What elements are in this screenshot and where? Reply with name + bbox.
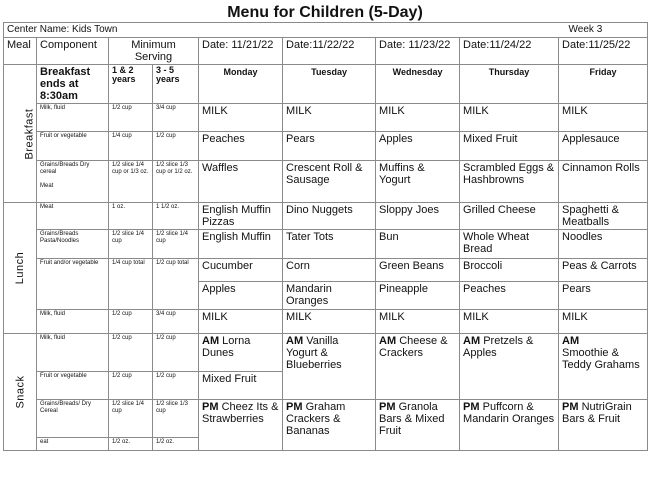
menu-cell: MILK — [199, 104, 283, 132]
am-tag: AM — [562, 335, 580, 347]
menu-cell: MILK — [199, 310, 283, 334]
table-row — [4, 310, 648, 334]
menu-cell — [283, 334, 376, 400]
snack-text: Puffcorn & Mandarin Oranges — [463, 401, 555, 425]
menu-cell: Whole Wheat Bread — [460, 230, 559, 259]
snack-text: Lorna Dunes — [202, 335, 251, 359]
component-cell: Milk, fluid — [37, 334, 109, 372]
table-row — [4, 203, 648, 230]
component-cell: Fruit or vegetable — [37, 372, 109, 400]
menu-cell — [460, 334, 559, 400]
serving-cell: 1/2 slice 1/4 cup — [153, 230, 199, 259]
am-tag: AM — [286, 335, 304, 347]
day-header: Friday — [559, 65, 648, 104]
component-cell: eat — [37, 438, 109, 451]
table-row — [4, 259, 648, 282]
date-header: Date:11/25/22 — [559, 38, 648, 65]
serving-cell: 1/2 slice 1/3 cup or 1/2 oz. — [153, 161, 199, 203]
page-title: Menu for Children (5-Day) — [227, 4, 423, 21]
menu-cell: Mixed Fruit — [199, 372, 283, 400]
menu-cell: Dino Nuggets — [283, 203, 376, 230]
table-row — [4, 132, 648, 161]
menu-cell: Pineapple — [376, 282, 460, 310]
serving-cell: 1/2 cup — [109, 334, 153, 372]
pm-tag: PM — [286, 401, 303, 413]
menu-cell: Waffles — [199, 161, 283, 203]
day-header: Monday — [199, 65, 283, 104]
age-group-header: 3 - 5 years — [153, 65, 199, 104]
menu-cell: MILK — [283, 104, 376, 132]
serving-cell: 1/2 slice 1/4 cup — [109, 230, 153, 259]
menu-cell: Scrambled Eggs & Hashbrowns — [460, 161, 559, 203]
menu-cell: Broccoli — [460, 259, 559, 282]
snack-text: Cheez Its & Strawberries — [202, 401, 279, 425]
menu-cell: English Muffin Pizzas — [199, 203, 283, 230]
menu-cell: MILK — [460, 104, 559, 132]
serving-cell: 1 1/2 oz. — [153, 203, 199, 230]
meal-header: Meal — [4, 38, 37, 65]
component-cell: Milk, fluid — [37, 310, 109, 334]
serving-cell: 1/2 cup — [109, 104, 153, 132]
snack-text: Granola Bars & Mixed Fruit — [379, 401, 445, 437]
serving-cell: 1/2 oz. — [153, 438, 199, 451]
serving-cell: 1/2 cup — [109, 310, 153, 334]
menu-cell: Noodles — [559, 230, 648, 259]
menu-cell: Spaghetti & Meatballs — [559, 203, 648, 230]
table-row — [4, 400, 648, 438]
menu-table — [3, 22, 648, 451]
menu-cell: Peaches — [199, 132, 283, 161]
menu-cell: Cucumber — [199, 259, 283, 282]
serving-cell: 1/2 oz. — [109, 438, 153, 451]
component-cell: Fruit and/or vegetable — [37, 259, 109, 310]
pm-tag: PM — [562, 401, 579, 413]
menu-cell: Tater Tots — [283, 230, 376, 259]
serving-cell: 1/2 cup — [153, 372, 199, 400]
snack-text: Cheese & Crackers — [379, 335, 448, 359]
table-row — [4, 230, 648, 259]
meal-label-lunch: Lunch — [4, 203, 37, 334]
menu-cell: MILK — [559, 104, 648, 132]
snack-text: Vanilla Yogurt & Blueberries — [286, 335, 342, 371]
menu-cell — [376, 400, 460, 451]
menu-cell — [460, 400, 559, 451]
serving-cell: 1/2 slice 1/4 cup — [109, 400, 153, 438]
day-header: Tuesday — [283, 65, 376, 104]
am-tag: AM — [463, 335, 481, 347]
component-cell: Milk, fluid — [37, 104, 109, 132]
menu-cell — [199, 334, 283, 372]
date-header: Date:11/22/22 — [283, 38, 376, 65]
snack-text: NutriGrain Bars & Fruit — [562, 401, 632, 425]
menu-cell: MILK — [460, 310, 559, 334]
serving-cell: 1/2 slice 1/3 cup — [153, 400, 199, 438]
serving-cell: 1/4 cup — [109, 132, 153, 161]
date-header: Date: 11/23/22 — [376, 38, 460, 65]
menu-cell: Green Beans — [376, 259, 460, 282]
serving-cell: 3/4 cup — [153, 104, 199, 132]
menu-cell: Cinnamon Rolls — [559, 161, 648, 203]
menu-cell: Grilled Cheese — [460, 203, 559, 230]
serving-cell: 1/2 cup — [153, 334, 199, 372]
component-text: Grains/Breads Dry cereal Meat — [40, 162, 90, 189]
menu-cell — [559, 400, 648, 451]
menu-cell: Peas & Carrots — [559, 259, 648, 282]
menu-cell: Corn — [283, 259, 376, 282]
date-header: Date: 11/21/22 — [199, 38, 283, 65]
serving-cell: 3/4 cup — [153, 310, 199, 334]
menu-cell: Mandarin Oranges — [283, 282, 376, 310]
menu-cell: Pears — [283, 132, 376, 161]
day-header: Thursday — [460, 65, 559, 104]
component-header: Component — [37, 38, 109, 65]
table-row — [4, 104, 648, 132]
component-cell: Grains/Breads Pasta/Noodles — [37, 230, 109, 259]
meal-label-breakfast: Breakfast — [4, 65, 37, 203]
menu-cell: Pears — [559, 282, 648, 310]
menu-cell — [283, 400, 376, 451]
age-group-header: 1 & 2 years — [109, 65, 153, 104]
am-tag: AM — [202, 335, 220, 347]
pm-tag: PM — [379, 401, 396, 413]
menu-cell — [559, 334, 648, 400]
table-row — [4, 334, 648, 372]
menu-cell: English Muffin — [199, 230, 283, 259]
menu-cell: MILK — [376, 104, 460, 132]
table-row — [4, 161, 648, 203]
menu-cell: Muffins & Yogurt — [376, 161, 460, 203]
serving-cell: 1 oz. — [109, 203, 153, 230]
serving-cell: 1/2 slice 1/4 cup or 1/3 oz. — [109, 161, 153, 203]
menu-cell: Apples — [376, 132, 460, 161]
min-serving-header: Minimum Serving — [109, 38, 199, 65]
menu-cell: Applesauce — [559, 132, 648, 161]
menu-cell: Crescent Roll & Sausage — [283, 161, 376, 203]
menu-cell: MILK — [376, 310, 460, 334]
breakfast-heading: Breakfast ends at 8:30am — [37, 65, 109, 104]
serving-cell: 1/2 cup — [153, 132, 199, 161]
component-cell: Meat — [37, 203, 109, 230]
meal-label-snack: Snack — [4, 334, 37, 451]
menu-cell — [376, 334, 460, 400]
snack-text: Pretzels & Apples — [463, 335, 534, 359]
menu-cell — [199, 400, 283, 451]
snack-text: Graham Crackers & Bananas — [286, 401, 346, 437]
serving-cell: 1/2 cup — [109, 372, 153, 400]
menu-cell: Mixed Fruit — [460, 132, 559, 161]
menu-cell: Bun — [376, 230, 460, 259]
am-tag: AM — [379, 335, 397, 347]
pm-tag: PM — [463, 401, 480, 413]
pm-tag: PM — [202, 401, 219, 413]
serving-cell: 1/4 cup total — [109, 259, 153, 310]
menu-cell: MILK — [559, 310, 648, 334]
menu-cell: Apples — [199, 282, 283, 310]
menu-cell: Peaches — [460, 282, 559, 310]
component-cell: Fruit or vegetable — [37, 132, 109, 161]
menu-cell: Sloppy Joes — [376, 203, 460, 230]
serving-cell: 1/2 cup total — [153, 259, 199, 310]
day-header: Wednesday — [376, 65, 460, 104]
date-header: Date:11/24/22 — [460, 38, 559, 65]
snack-text: Smoothie & Teddy Grahams — [562, 347, 640, 371]
component-cell — [37, 161, 109, 203]
center-name: Center Name: Kids Town — [4, 23, 283, 38]
component-cell: Grains/Breads/ Dry Cereal — [37, 400, 109, 438]
menu-cell: MILK — [283, 310, 376, 334]
week-label: Week 3 — [559, 23, 648, 38]
